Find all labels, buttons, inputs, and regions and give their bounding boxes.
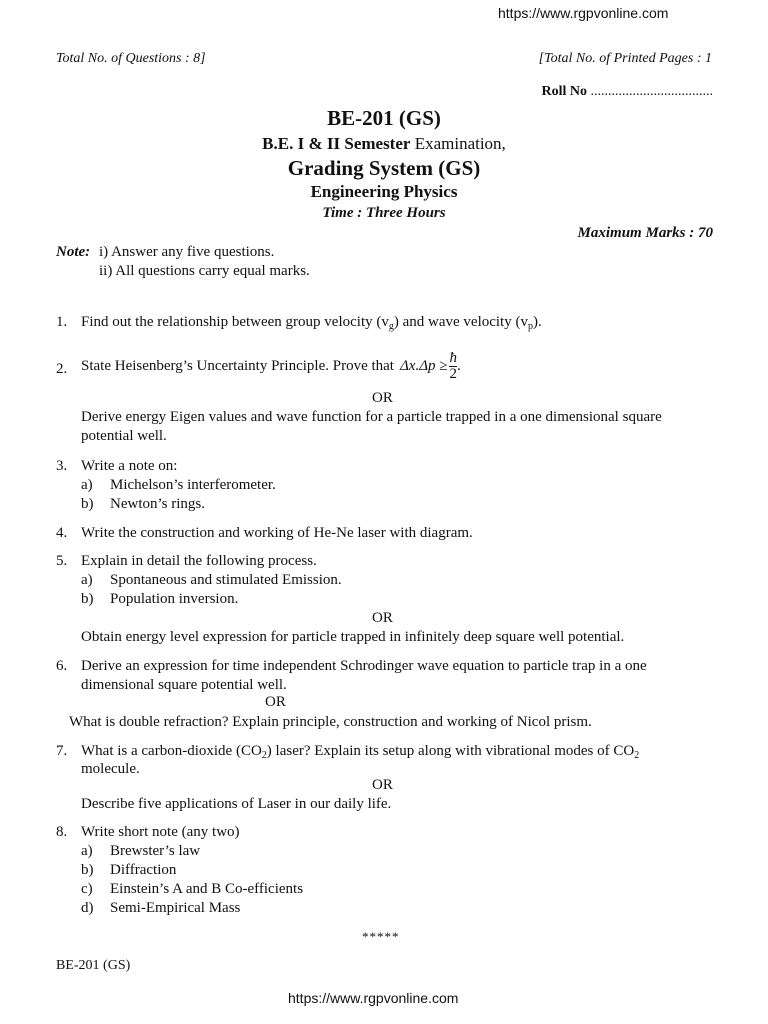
question-4-text: Write the construction and working of He-Ne laser with diagram. <box>81 525 473 541</box>
question-5a-label: a) <box>81 572 93 588</box>
roll-no-label: Roll No <box>541 84 587 99</box>
formula-fraction: $\frac{ħ}{2}$ <box>449 349 457 382</box>
bottom-url-link[interactable]: https://www.rgpvonline.com <box>288 990 459 1006</box>
question-6-line-1: Derive an expression for time independent Schrodinger wave equation to particle trap in a one <box>81 658 647 674</box>
question-3a-label: a) <box>81 477 93 493</box>
uncertainty-formula: Δx.Δp ≥ <box>399 357 448 374</box>
question-3a-text: Michelson’s interferometer. <box>110 477 276 493</box>
question-8-text: Write short note (any two) <box>81 824 240 840</box>
question-3b-text: Newton’s rings. <box>110 496 205 512</box>
question-2-alt-line-1: Derive energy Eigen values and wave function for a particle trapped in a one dimensional square <box>81 409 662 425</box>
question-8c-text: Einstein’s A and B Co-efficients <box>110 881 304 897</box>
paper-code: BE-201 (GS) <box>327 106 441 130</box>
question-8a-label: a) <box>81 843 93 859</box>
semester-line <box>0 134 768 154</box>
end-stars: ***** <box>362 929 400 944</box>
question-1-text: Find out the relationship between group velocity $(v_g)$ and wave velocity $(v_p)$. <box>81 314 542 332</box>
subject-title: Engineering Physics <box>310 182 458 201</box>
question-7-or: OR <box>372 777 393 793</box>
question-5-alt: Obtain energy level expression for particle trapped in infinitely deep square well potential. <box>81 629 625 645</box>
grading-system: Grading System (GS) <box>287 156 481 180</box>
question-8d-text: Semi-Empirical Mass <box>110 900 241 916</box>
question-8c-label: c) <box>81 881 93 897</box>
question-8b-label: b) <box>81 862 94 878</box>
question-7-alt: Describe five applications of Laser in our daily life. <box>81 796 392 812</box>
question-5a-text: Spontaneous and stimulated Emission. <box>110 572 342 588</box>
question-6-alt: What is double refraction? Explain principle, construction and working of Nicol prism. <box>69 714 592 730</box>
question-5-or: OR <box>372 610 393 626</box>
note-line-1: i) Answer any five questions. <box>99 244 275 260</box>
time-allowed: Time : Three Hours <box>322 205 446 221</box>
question-6-line-2: dimensional square potential well. <box>81 677 287 693</box>
question-4-number: 4. <box>56 525 68 541</box>
total-pages: [Total No. of Printed Pages : 1 <box>538 51 712 66</box>
roll-no-dots: ................................... <box>590 84 713 99</box>
semester-rest: Examination, <box>414 134 506 153</box>
question-5b-text: Population inversion. <box>110 591 239 607</box>
question-7-number: 7. <box>56 743 68 759</box>
question-5b-label: b) <box>81 591 94 607</box>
maximum-marks: Maximum Marks : 70 <box>577 225 713 241</box>
question-6-number: 6. <box>56 658 68 674</box>
question-2-number: 2. <box>56 361 68 377</box>
note-label: Note: <box>56 244 91 260</box>
question-5-text: Explain in detail the following process. <box>81 553 317 569</box>
question-3-text: Write a note on: <box>81 458 178 474</box>
question-2-text: State Heisenberg’s Uncertainty Principle. Prove that Δx.Δp ≥ $\frac{ħ}{2}$ . <box>81 349 461 382</box>
question-6-or: OR <box>265 694 286 710</box>
question-7-text: What is a carbon-dioxide $(CO_2)$ laser? Explain its setup along with vibrational modes of $CO_2$ <box>81 743 640 761</box>
note-line-2: ii) All questions carry equal marks. <box>99 263 310 279</box>
semester-bold: B.E. I & II Semester <box>262 134 411 153</box>
roll-no <box>542 84 714 100</box>
top-url-link[interactable]: https://www.rgpvonline.com <box>498 5 669 21</box>
footer-code: BE-201 (GS) <box>56 958 131 973</box>
total-questions: Total No. of Questions : 8] <box>56 51 206 66</box>
question-8a-text: Brewster’s law <box>110 843 201 859</box>
question-3b-label: b) <box>81 496 94 512</box>
question-8-number: 8. <box>56 824 68 840</box>
question-1-number: 1. <box>56 314 68 330</box>
question-7-line-2: molecule. <box>81 761 140 777</box>
question-3-number: 3. <box>56 458 68 474</box>
question-2-or: OR <box>372 390 393 406</box>
question-8d-label: d) <box>81 900 94 916</box>
question-8b-text: Diffraction <box>110 862 177 878</box>
question-2-alt-line-2: potential well. <box>81 428 167 444</box>
question-5-number: 5. <box>56 553 68 569</box>
